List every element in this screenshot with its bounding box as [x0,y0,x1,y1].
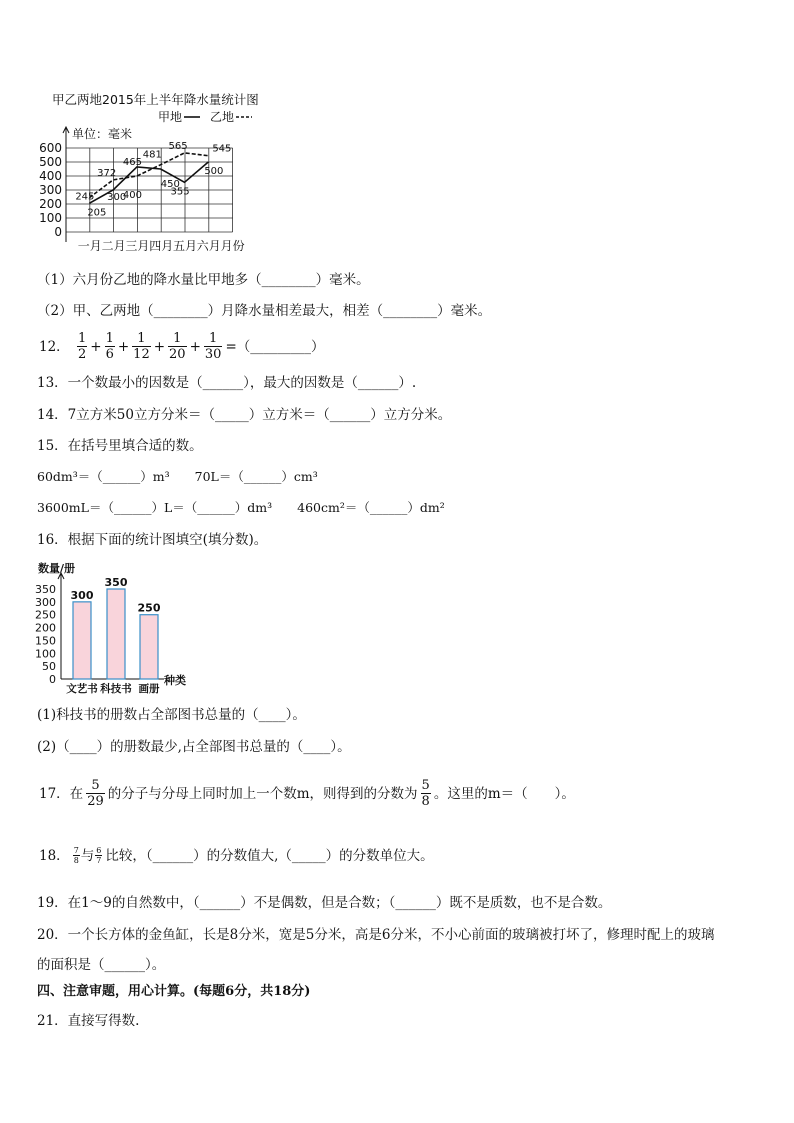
q12-number: 12． [39,338,70,355]
q18-frac-2: $\frac{6}{7}$ [96,846,102,865]
q15-row-1: 60dm³＝（______）m³ 70L＝（______）cm³ [37,469,318,484]
bar-chart-ytick-label: 0 [49,673,56,686]
line-chart-ytick-label: 400 [39,169,62,183]
bar-chart-ytick-label: 150 [35,634,56,648]
bar-chart-category-label: 文艺书 [66,683,98,695]
q12-frac-5: $\frac{1}{30}$ [204,331,222,362]
line-chart-data-label: 545 [212,143,232,155]
q20-line-2: 的面积是（______）。 [37,957,166,973]
q13: 13．一个数最小的因数是（______），最大的因数是（______）. [37,375,417,391]
line-chart-data-label: 205 [87,207,107,219]
bar-chart-data-label: 250 [137,601,161,615]
bar-chart-ylabel: 数量/册 [38,562,76,575]
line-chart-data-label: 300 [107,192,127,203]
line-chart-x-label: 一月 [77,239,102,253]
line-chart-data-label: 481 [142,149,162,161]
bar-chart-y-arrow [58,573,64,579]
bar-chart-ytick-label: 300 [35,595,56,609]
line-chart-x-label: 五月 [172,239,198,253]
bar-chart-ytick-label: 200 [35,621,56,635]
q19: 19．在1～9的自然数中，（______）不是偶数，但是合数；（______）既不是质数，也不是合数。 [37,895,612,911]
bar-chart-category-label: 科技书 [100,683,132,695]
q16-part2: (2)（____）的册数最少,占全部图书总量的（____）。 [37,739,351,755]
line-chart-x-label: 六月 [196,239,221,253]
q17-frac-1: $\frac{5}{29}$ [87,778,104,809]
line-chart-data-label: 245 [75,191,95,203]
q16-title: 16．根据下面的统计图填空(填分数)。 [37,532,268,548]
bar-chart-data-label: 350 [104,576,128,589]
line-chart-data-label: 355 [170,186,190,198]
q21: 21．直接写得数. [37,1013,140,1029]
q18-frac-1: $\frac{7}{8}$ [73,846,79,865]
q14: 14．7立方米50立方分米＝（_____）立方米＝（______）立方分米。 [37,407,452,423]
bar-chart-bar [140,615,158,679]
q12-frac-1: $\frac{1}{2}$ [77,331,87,362]
line-chart-title: 甲乙两地2015年上半年降水量统计图 [52,92,259,107]
line-chart-data-label: 565 [168,140,188,152]
line-chart-legend-b: 乙地 [210,110,235,124]
q11-part2: （2）甲、乙两地（________）月降水量相差最大，相差（________）毫米。 [37,303,492,319]
line-chart-data-label: 372 [97,167,117,179]
bar-chart-ytick-label: 100 [35,647,56,661]
section-4-heading: 四、注意审题，用心计算。(每题6分，共18分) [37,984,311,999]
q17: 17．在 $\frac{5}{29}$ 的分子与分母上同时加上一个数m，则得到的分数为 $\frac{5}{8}$ 。这里的m＝（ ）。 [39,778,575,809]
q11-part1: （1）六月份乙地的降水量比甲地多（________）毫米。 [37,272,370,288]
line-chart-x-label: 四月 [149,239,174,253]
line-chart-data-label: 500 [204,166,224,177]
line-chart-data-label: 465 [122,156,143,168]
bar-chart-ytick-label: 250 [35,608,56,622]
line-chart-ytick-label: 200 [39,197,62,211]
line-chart-ytick-label: 300 [39,183,62,197]
q12-frac-3: $\frac{1}{12}$ [133,331,150,362]
bar-chart-data-label: 300 [70,588,94,602]
line-chart-data-label: 450 [160,179,180,190]
line-chart-data-label: 400 [122,190,143,201]
line-chart-x-label: 三月 [125,239,150,253]
q12-frac-2: $\frac{1}{6}$ [105,331,114,362]
line-chart-ytick-label: 500 [39,155,62,169]
bar-chart-bar [73,602,91,679]
bar-chart-ytick-label: 50 [42,660,56,674]
bar-chart-xlabel: 种类 [164,674,186,687]
bar-chart-ytick-label: 350 [35,583,56,596]
bar-chart-category-label: 画册 [138,683,160,695]
line-chart-ytick-label: 0 [54,225,62,239]
q18: 18． $\frac{7}{8}$ 与 $\frac{6}{7}$ 比较，（______）的分数值大,（_____）的分数单位大。 [39,846,434,865]
line-chart-series-a [89,162,208,203]
line-chart-x-label: 二月 [101,239,126,253]
line-chart-series-b [89,153,208,198]
bar-chart-bar [107,589,125,679]
q12-frac-4: $\frac{1}{20}$ [169,331,186,362]
line-chart-ytick-label: 600 [39,141,62,155]
line-chart-ytick-label: 100 [39,211,62,225]
line-chart-unit-label: 单位：毫米 [72,127,133,141]
q15-title: 15．在括号里填合适的数。 [37,438,203,454]
q17-frac-2: $\frac{5}{8}$ [421,778,430,809]
q15-row-2: 3600mL＝（______）L＝（______）dm³ 460cm²＝（______）dm² [37,500,445,515]
q12-answer-blank: =（_________） [225,338,325,355]
line-chart-x-label: 月份 [220,239,245,253]
line-chart-legend-a: 甲地 [158,110,183,124]
q20-line-1: 20．一个长方体的金鱼缸，长是8分米，宽是5分米，高是6分米，不小心前面的玻璃被打坏了，修理时配上的玻璃 [37,927,715,943]
q16-part1: (1)科技书的册数占全部图书总量的（____）。 [37,707,306,723]
line-chart-y-arrow [63,127,69,133]
q12: 12． $\frac{1}{2}$ + $\frac{1}{6}$ + $\frac{1}{12}$ + $\frac{1}{20}$ + $\frac{1}{30}$ =（_________） [39,331,325,362]
